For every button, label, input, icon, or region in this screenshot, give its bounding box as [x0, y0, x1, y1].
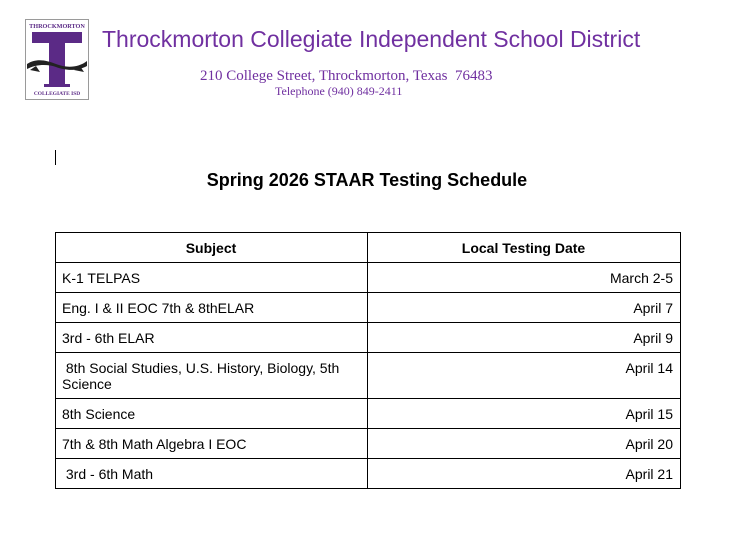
district-logo	[25, 19, 89, 100]
subject-cell: 3rd - 6th ELAR	[56, 323, 368, 353]
table-row	[56, 293, 681, 323]
subject-cell: Eng. I & II EOC 7th & 8thELAR	[56, 293, 368, 323]
table-row	[56, 399, 681, 429]
logo-text-top: THROCKMORTON	[29, 23, 85, 30]
table-header-row	[56, 233, 681, 263]
subject-cell: 8th Science	[56, 399, 368, 429]
date-cell: April 7	[368, 293, 681, 323]
page-title: Spring 2026 STAAR Testing Schedule	[206, 170, 528, 190]
header-local-testing-date: Local Testing Date	[368, 233, 681, 263]
subject-cell: K-1 TELPAS	[56, 263, 368, 293]
subject-cell: 3rd - 6th Math	[56, 459, 368, 489]
testing-schedule-table	[55, 232, 681, 489]
date-cell: April 20	[368, 429, 681, 459]
table-row	[56, 263, 681, 293]
table-row	[56, 323, 681, 353]
table-row	[56, 459, 681, 489]
table-row	[56, 429, 681, 459]
date-cell: April 21	[368, 459, 681, 489]
district-address: 210 College Street, Throckmorton, Texas 76483	[200, 68, 493, 84]
date-cell: April 14	[368, 353, 681, 399]
district-name: Throckmorton Collegiate Independent School District	[102, 26, 641, 52]
subject-cell: 7th & 8th Math Algebra I EOC	[56, 429, 368, 459]
date-cell: April 15	[368, 399, 681, 429]
district-telephone: Telephone (940) 849-2411	[275, 84, 403, 98]
table-row	[56, 353, 681, 399]
subject-cell: 8th Social Studies, U.S. History, Biology, 5th Science	[56, 353, 368, 399]
header-subject: Subject	[56, 233, 368, 263]
date-cell: March 2-5	[368, 263, 681, 293]
date-cell: April 9	[368, 323, 681, 353]
logo-text-bottom: COLLEGIATE ISD	[33, 91, 81, 97]
text-cursor	[55, 150, 56, 165]
